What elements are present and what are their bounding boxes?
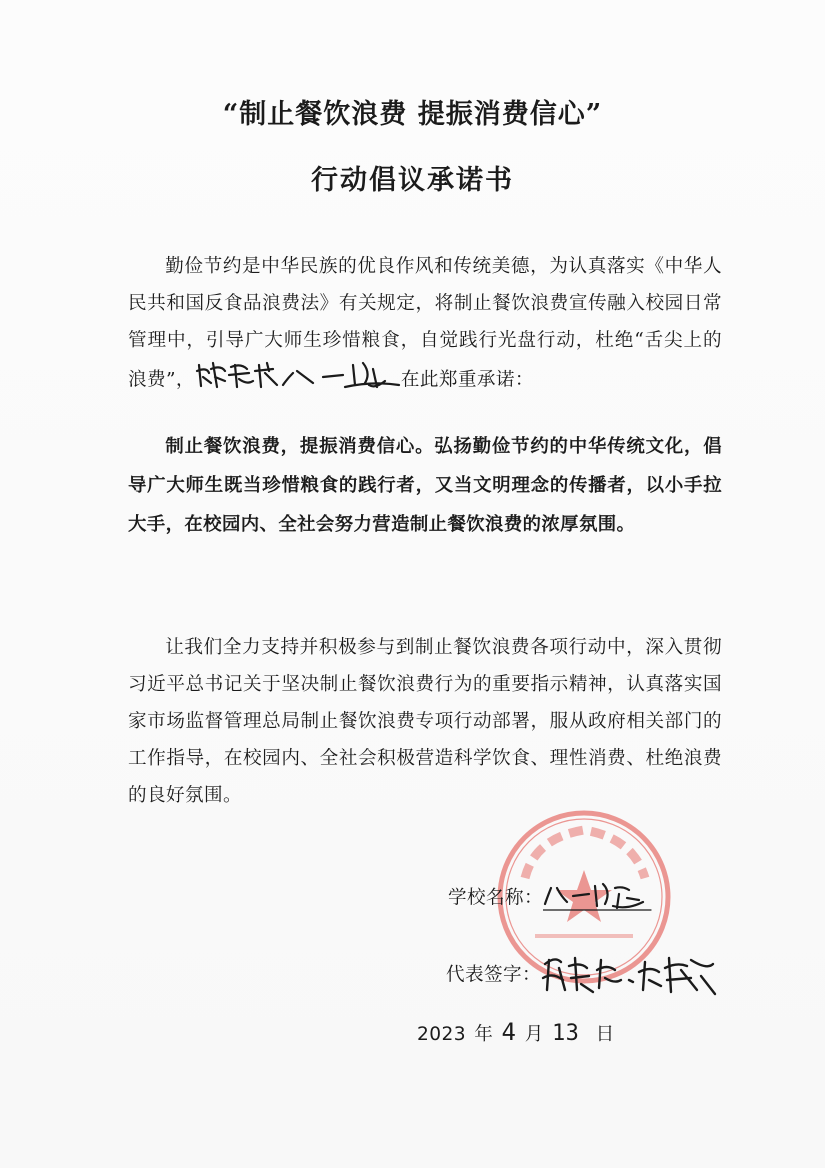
date-month-unit: 月: [524, 1024, 544, 1045]
paragraph-3: [128, 629, 722, 814]
paragraph-1-text: 勤俭节约是中华民族的优良作风和传统美德，为认真落实《中华人民共和国反食品浪费法》有关规定，将制止餐饮浪费宣传融入校园日常管理中，引导广大师生珍惜粮食，自觉践行光盘行动，杜绝“舌尖上的浪费”，: [128, 256, 722, 391]
representative-row: [446, 950, 727, 1001]
date-year-unit: 年: [474, 1024, 494, 1045]
handwritten-school-name: [195, 359, 401, 402]
paragraph-3-text: 让我们全力支持并积极参与到制止餐饮浪费各项行动中，深入贯彻习近平总书记关于坚决制止餐饮浪费行为的重要指示精神，认真落实国家市场监督管理总局制止餐饮浪费专项行动部署，服从政府相关部门的工作指导，在校园内、全社会积极营造科学饮食、理性消费、杜绝浪费的良好氛围。: [128, 637, 722, 806]
date-year: 2023: [417, 1024, 466, 1045]
date-row: [417, 1018, 617, 1046]
paragraph-1: [128, 248, 722, 402]
paragraph-2-text: 制止餐饮浪费，提振消费信心。弘扬勤俭节约的中华传统文化，倡导广大师生既当珍惜粮食的践行者，又当文明理念的传播者，以小手拉大手，在校园内、全社会努力营造制止餐饮浪费的浓厚氛围。: [128, 436, 722, 535]
representative-signature: [541, 950, 727, 1001]
date-day: 13: [552, 1021, 580, 1046]
paragraph-2: [128, 427, 722, 544]
date-month: 4: [501, 1018, 517, 1046]
representative-label: 代表签字：: [446, 964, 541, 986]
title-line-1: “制止餐饮浪费 提振消费信心”: [222, 99, 603, 130]
school-name-handwritten: [543, 880, 653, 917]
school-name-row: [448, 880, 653, 917]
paragraph-1-tail: 在此郑重承诺：: [400, 369, 534, 391]
school-name-label: 学校名称：: [448, 887, 543, 909]
date-day-unit: 日: [595, 1024, 615, 1045]
title-line-2: 行动倡议承诺书: [311, 165, 514, 196]
